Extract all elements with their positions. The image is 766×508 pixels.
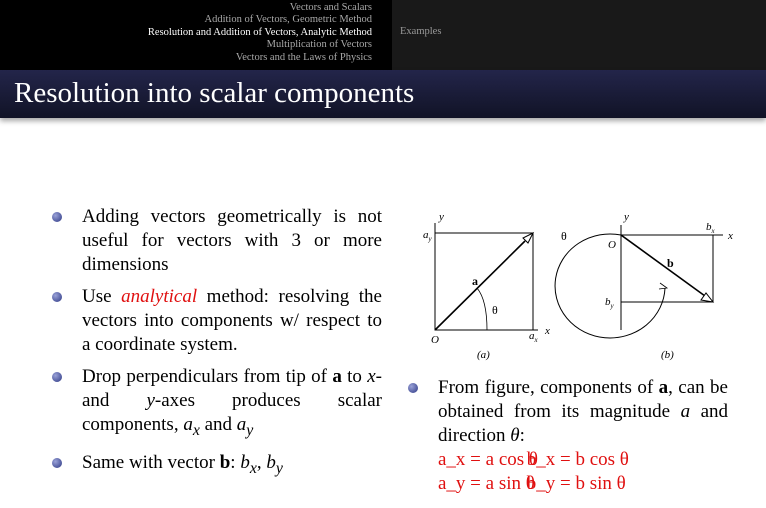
bullet-item <box>52 205 382 277</box>
ay-sub: y <box>428 235 432 243</box>
right-bullet-list <box>408 376 728 504</box>
bullet-text-pre: From figure, components of <box>438 377 659 398</box>
panel-a <box>423 211 550 361</box>
math-bx-sub: x <box>249 459 257 477</box>
math-ax: a <box>183 414 193 435</box>
emphasis-analytical: analytical <box>121 286 198 307</box>
panel-a-ay-label <box>423 229 433 243</box>
bullet-item <box>52 285 382 357</box>
bullet-text-post: method: resolving the vectors into components w/ respect to a coordinate system. <box>82 286 382 355</box>
math-ay: a <box>236 414 247 435</box>
vector-b <box>621 235 705 296</box>
math-ax-sub: x <box>192 421 200 439</box>
vector-b-bold: b <box>219 451 231 473</box>
component-equations <box>438 448 728 496</box>
by-sub: y <box>610 302 614 310</box>
panel-a-vector-label: a <box>472 274 478 288</box>
bullet-text-post: , can be obtained from its magnitude <box>438 377 728 422</box>
ax-sub: x <box>534 336 538 344</box>
bullet-item <box>52 451 382 481</box>
bullet-text-pre: Same with vector <box>82 451 220 473</box>
text-comma: , <box>256 451 267 473</box>
nav-section-2[interactable]: Addition of Vectors, Geometric Method <box>204 14 372 26</box>
math-ay-sub: y <box>246 421 254 439</box>
bullet-text-mid: and direction <box>438 401 729 446</box>
text-mid: -axes produces scalar components, <box>82 390 382 435</box>
text-to: to <box>341 366 368 387</box>
panel-b-vector-label: b <box>667 256 674 270</box>
angle-arc-b-tip <box>659 283 667 289</box>
equation-ay: a_y = a sin θ <box>438 473 535 494</box>
ay-base: a <box>423 229 429 241</box>
panel-b-origin: O <box>608 239 616 251</box>
bx-base: b <box>706 221 712 233</box>
nav-section-4[interactable]: Multiplication of Vectors <box>266 39 372 51</box>
vector-a-bold: a <box>332 366 342 387</box>
panel-b-bx-label <box>706 221 716 235</box>
panel-b-caption: (b) <box>661 349 674 361</box>
panel-b-by-label <box>605 296 615 310</box>
text-and: - and <box>82 366 382 411</box>
text-sep: and <box>199 414 237 435</box>
nav-section-3-active[interactable]: Resolution and Addition of Vectors, Analytic Method <box>147 26 372 38</box>
bullet-text-pre: Use <box>82 286 122 307</box>
panel-a-theta: θ <box>492 303 498 317</box>
panel-a-origin: O <box>431 334 439 346</box>
panel-a-caption: (a) <box>477 349 490 361</box>
section-navigation <box>0 2 372 64</box>
bullet-text: Adding vectors geometrically is not useful for vectors with 3 or more dimensions <box>82 206 382 275</box>
text-colon: : <box>230 451 241 473</box>
math-bx: b <box>240 451 250 473</box>
left-bullet-list <box>52 205 382 489</box>
panel-b <box>555 211 733 361</box>
angle-arc-a <box>477 288 487 330</box>
equation-bx: b_x = b cos θ <box>526 449 629 470</box>
math-by: b <box>266 451 276 473</box>
by-base: b <box>605 296 611 308</box>
vector-a-bold: a <box>658 377 669 398</box>
nav-section-5[interactable]: Vectors and the Laws of Physics <box>235 51 372 63</box>
vector-a <box>435 241 525 330</box>
bullet-icon <box>52 372 62 382</box>
math-by-sub: y <box>275 459 283 477</box>
panel-a-ax-label <box>529 330 539 344</box>
panel-b-x-label: x <box>728 230 733 242</box>
bullet-icon <box>52 212 62 222</box>
ax-base: a <box>529 330 535 342</box>
panel-a-y-label: y <box>439 211 444 223</box>
bx-sub: x <box>711 227 715 235</box>
nav-section-1[interactable]: Vectors and Scalars <box>289 2 372 13</box>
bullet-item <box>52 365 382 443</box>
header-bar <box>0 0 766 70</box>
bullet-text-pre: Drop perpendiculars from tip of <box>82 366 333 387</box>
bullet-text-end: : <box>519 425 525 446</box>
math-theta: θ <box>510 425 520 446</box>
bullet-item <box>408 376 728 496</box>
panel-a-x-label: x <box>545 325 550 337</box>
frame-title: Resolution into scalar components <box>14 77 415 109</box>
equation-by: b_y = b sin θ <box>526 473 626 494</box>
equation-ax: a_x = a cos θ <box>438 449 539 470</box>
math-y: y <box>146 390 155 411</box>
bullet-icon <box>52 292 62 302</box>
frame-title-bar <box>0 70 766 118</box>
panel-b-y-label: y <box>624 211 629 223</box>
vector-diagram <box>405 150 735 365</box>
math-a: a <box>680 401 691 422</box>
math-x: x <box>367 366 376 387</box>
bullet-icon <box>408 383 418 393</box>
subsection-navigation <box>392 0 766 70</box>
panel-b-theta: θ <box>561 229 567 243</box>
nav-subsection-examples[interactable]: Examples <box>400 26 442 37</box>
bullet-icon <box>52 458 62 468</box>
